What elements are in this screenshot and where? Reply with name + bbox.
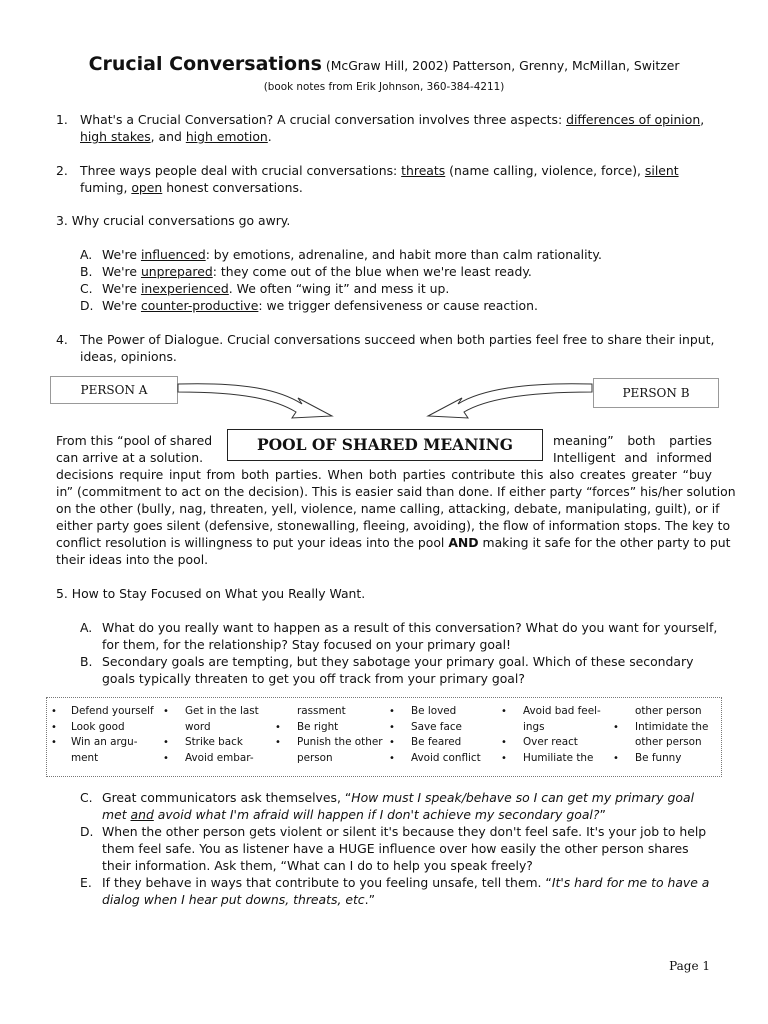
bullet-icon: • xyxy=(163,706,169,717)
paragraph-line: their ideas into the pool. xyxy=(56,552,209,567)
goals-column: other person • Intimidate the other person • Be funny xyxy=(613,704,719,766)
section-2 xyxy=(56,162,716,196)
paragraph-line: can arrive at a solution. xyxy=(56,450,204,465)
curved-arrow-right xyxy=(428,384,592,418)
underlined-term: differences of opinion xyxy=(566,112,701,127)
bullet-icon: • xyxy=(389,721,395,733)
person-b-box: PERSON B xyxy=(593,378,719,408)
paragraph-line: Intelligent and informed xyxy=(553,450,712,465)
document-subtitle: (book notes from Erik Johnson, 360-384-4211) xyxy=(263,81,505,93)
bullet-icon: • xyxy=(389,752,395,764)
bullet-icon: • xyxy=(389,706,395,717)
section-4 xyxy=(56,331,716,365)
bullet-icon: • xyxy=(51,721,57,733)
person-a-box: PERSON A xyxy=(50,376,178,404)
paragraph-line: on the other (bully, nag, threaten, yell, violence, name calling, attacking, debate, manipulating, guilt), or if xyxy=(56,501,720,516)
list-item: A. What do you really want to happen as a result of this conversation? What do you want for yourself, for them, for the relationship? Stay focused on your primary goal! xyxy=(80,620,718,652)
section-number: 4. xyxy=(56,332,68,347)
list-item: D. We're counter-productive: we trigger defensiveness or cause reaction. xyxy=(80,298,538,313)
section-text: Three ways people deal with crucial conversations: threats (name calling, violence, force), silent fuming, open honest conversations. xyxy=(80,163,679,195)
list-item: B. We're unprepared: they come out of the blue when we're least ready. xyxy=(80,264,532,279)
document-title xyxy=(0,53,768,75)
paragraph-line: meaning” both parties xyxy=(553,433,712,448)
flow-arrows xyxy=(176,378,596,422)
section-text: What's a Crucial Conversation? A crucial conversation involves three aspects: differences of opinion, high stakes, and high emotion. xyxy=(80,112,705,144)
section-number: 1. xyxy=(56,112,68,127)
book-title: Crucial Conversations xyxy=(88,53,322,75)
goals-column: • Be loved • Save face • Be feared • Avoid conflict xyxy=(389,704,497,766)
bullet-icon: • xyxy=(51,706,57,717)
list-item: C. Great communicators ask themselves, “How must I speak/behave so I can get my primary goal met and avoid what I'm afraid will happen if I don't achieve my secondary goal?” xyxy=(80,790,695,822)
underlined-term: high emotion xyxy=(185,129,268,144)
paragraph-line: conflict resolution is willingness to put your ideas into the pool AND making it safe for the other party to put xyxy=(56,535,731,550)
underlined-term: open xyxy=(131,180,163,195)
section-text: The Power of Dialogue. Crucial conversations succeed when both parties feel free to share their input, ideas, opinions. xyxy=(80,332,715,364)
emphasis-and: AND xyxy=(448,535,479,550)
bullet-icon: • xyxy=(275,737,281,748)
bullet-icon: • xyxy=(389,737,395,748)
section-5-heading: 5. How to Stay Focused on What you Really Want. xyxy=(56,586,366,601)
goals-column: • Get in the last word • Strike back • Avoid embar- xyxy=(163,704,271,766)
goals-column: • Avoid bad feel- ings • Over react • Humiliate the xyxy=(501,704,611,766)
bullet-icon: • xyxy=(275,721,281,733)
bullet-icon: • xyxy=(613,721,619,733)
paragraph-line: decisions require input from both parties. When both parties contribute this also creates greater “buy xyxy=(56,467,712,482)
paragraph-line: From this “pool of shared xyxy=(56,433,213,448)
list-item: B. Secondary goals are tempting, but they sabotage your primary goal. Which of these secondary goals typically threaten to get you off track from your primary goal? xyxy=(80,654,694,686)
underlined-term: silent xyxy=(644,163,679,178)
underlined-term: threats xyxy=(401,163,446,178)
paragraph-line: either party goes silent (defensive, stonewalling, fleeing, avoiding), the flow of information stops. The key to xyxy=(56,518,731,533)
goals-column: • Defend yourself • Look good • Win an argu- ment xyxy=(51,705,154,764)
list-item: E. If they behave in ways that contribute to you feeling unsafe, tell them. “It's hard for me to have a dialog when I hear put downs, threats, etc.” xyxy=(80,875,710,907)
list-item: D. When the other person gets violent or silent it's because they don't feel safe. It's your job to help them feel safe. You as listener have a HUGE influence over how easily the other person shares their information. Ask them, “What can I do to help you speak freely? xyxy=(80,824,707,873)
bullet-icon: • xyxy=(613,752,619,764)
pool-of-shared-meaning-box: POOL OF SHARED MEANING xyxy=(227,429,543,461)
section-3-heading: 3. Why crucial conversations go awry. xyxy=(56,213,291,228)
section-number: 2. xyxy=(56,163,68,178)
bullet-icon: • xyxy=(501,737,507,748)
secondary-goals-table xyxy=(46,697,722,777)
section-1 xyxy=(56,111,716,145)
bullet-icon: • xyxy=(501,752,507,764)
bullet-icon: • xyxy=(163,752,169,764)
list-item: A. We're influenced: by emotions, adrenaline, and habit more than calm rationality. xyxy=(80,247,602,262)
paragraph-line: in” (commitment to act on the decision). This is easier said than done. If either party “forces” his/her solution xyxy=(56,484,736,499)
list-item: C. We're inexperienced. We often “wing it” and mess it up. xyxy=(80,281,450,296)
bullet-icon: • xyxy=(51,737,57,748)
bullet-icon: • xyxy=(501,706,507,717)
page-number: Page 1 xyxy=(669,959,710,973)
curved-arrow-left xyxy=(178,384,332,418)
goals-column: rassment • Be right • Punish the other person xyxy=(275,705,383,764)
underlined-term: high stakes xyxy=(80,129,151,144)
bullet-icon: • xyxy=(163,737,169,748)
book-citation: (McGraw Hill, 2002) Patterson, Grenny, McMillan, Switzer xyxy=(325,58,680,73)
